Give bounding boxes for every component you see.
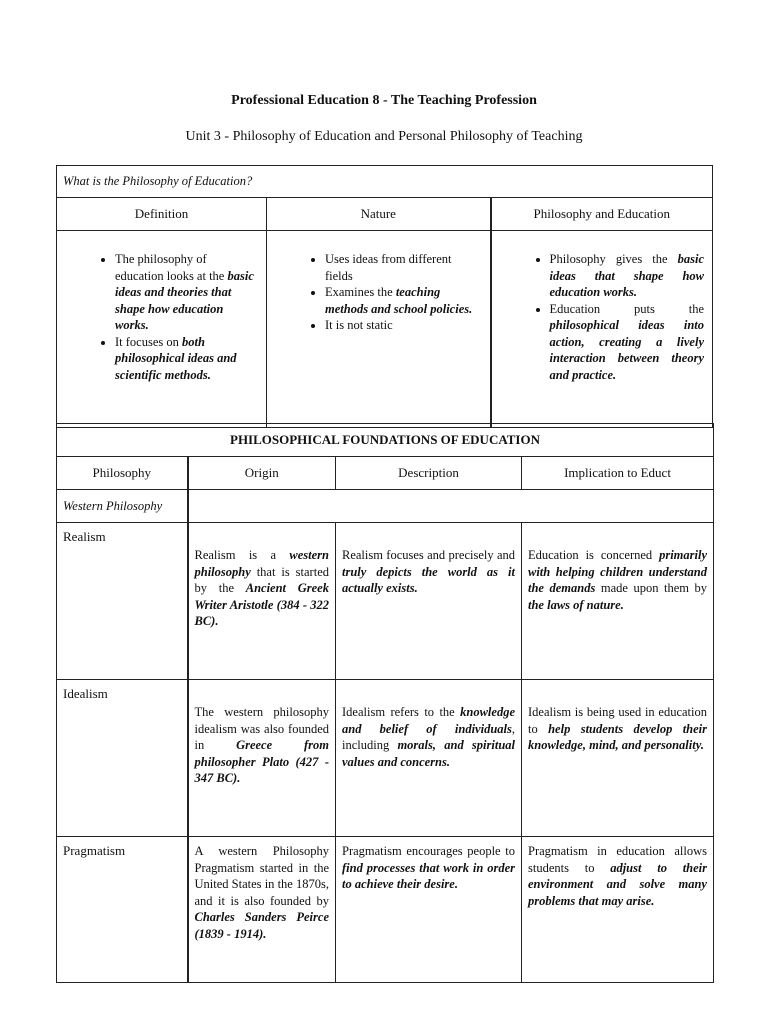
list-item: • Examines the teaching methods and school policies. — [325, 284, 482, 317]
list-item: • Philosophy gives the basic ideas that shape how education works. — [550, 251, 705, 301]
list-item: • It is not static — [325, 317, 482, 334]
philosophy-name: Pragmatism — [57, 837, 188, 983]
origin-cell: The western philosophy idealism was also founded in Greece from philosopher Plato (427 - 347 BC). — [188, 680, 336, 837]
philosophy-education-cell — [491, 231, 713, 428]
list-item: • It focuses on both philosophical ideas and scientific methods. — [115, 334, 258, 384]
table-row — [57, 837, 714, 983]
implication-cell: Education is concerned primarily with helping children understand the demands made upon them by the laws of nature. — [522, 523, 714, 680]
philosophical-foundations-table — [56, 423, 714, 983]
header-philosophy: Philosophy — [57, 457, 188, 490]
document-subtitle: Unit 3 - Philosophy of Education and Personal Philosophy of Teaching — [185, 129, 583, 144]
table-question: What is the Philosophy of Education? — [57, 166, 713, 198]
origin-cell: Realism is a western philosophy that is started by the Ancient Greek Writer Aristotle (384 - 322 BC). — [188, 523, 336, 680]
description-cell: Pragmatism encourages people to find processes that work in order to achieve their desire. — [336, 837, 522, 983]
philosophy-name: Idealism — [57, 680, 188, 837]
description-cell: Realism focuses and precisely and truly depicts the world as it actually exists. — [336, 523, 522, 680]
list-item: • Uses ideas from different fields — [325, 251, 482, 284]
nature-list — [275, 251, 482, 334]
header-implication: Implication to Educt — [522, 457, 714, 490]
table-row — [57, 680, 714, 837]
section-empty-cell — [188, 490, 714, 523]
table-caption: PHILOSOPHICAL FOUNDATIONS OF EDUCATION — [57, 424, 714, 457]
philosophy-education-list — [500, 251, 705, 383]
section-western-philosophy: Western Philosophy — [57, 490, 188, 523]
philosophy-name: Realism — [57, 523, 188, 680]
philosophy-of-education-table — [56, 165, 713, 428]
implication-cell: Idealism is being used in education to help students develop their knowledge, mind, and personality. — [522, 680, 714, 837]
header-description: Description — [336, 457, 522, 490]
document-title: Professional Education 8 - The Teaching Profession — [231, 93, 537, 108]
list-item: • Education puts the philosophical ideas into action, creating a lively interaction between theory and practice. — [550, 301, 705, 384]
definition-cell — [57, 231, 267, 428]
header-nature: Nature — [267, 198, 491, 231]
definition-list — [65, 251, 258, 383]
table-row — [57, 523, 714, 680]
header-definition: Definition — [57, 198, 267, 231]
header-philosophy-and-education: Philosophy and Education — [491, 198, 713, 231]
description-cell: Idealism refers to the knowledge and belief of individuals, including morals, and spiritual values and concerns. — [336, 680, 522, 837]
header-origin: Origin — [188, 457, 336, 490]
list-item: • The philosophy of education looks at the basic ideas and theories that shape how education works. — [115, 251, 258, 334]
implication-cell: Pragmatism in education allows students to adjust to their environment and solve many problems that may arise. — [522, 837, 714, 983]
nature-cell — [267, 231, 491, 428]
origin-cell: A western Philosophy Pragmatism started in the United States in the 1870s, and it is also founded by Charles Sanders Peirce (1839 - 1914). — [188, 837, 336, 983]
